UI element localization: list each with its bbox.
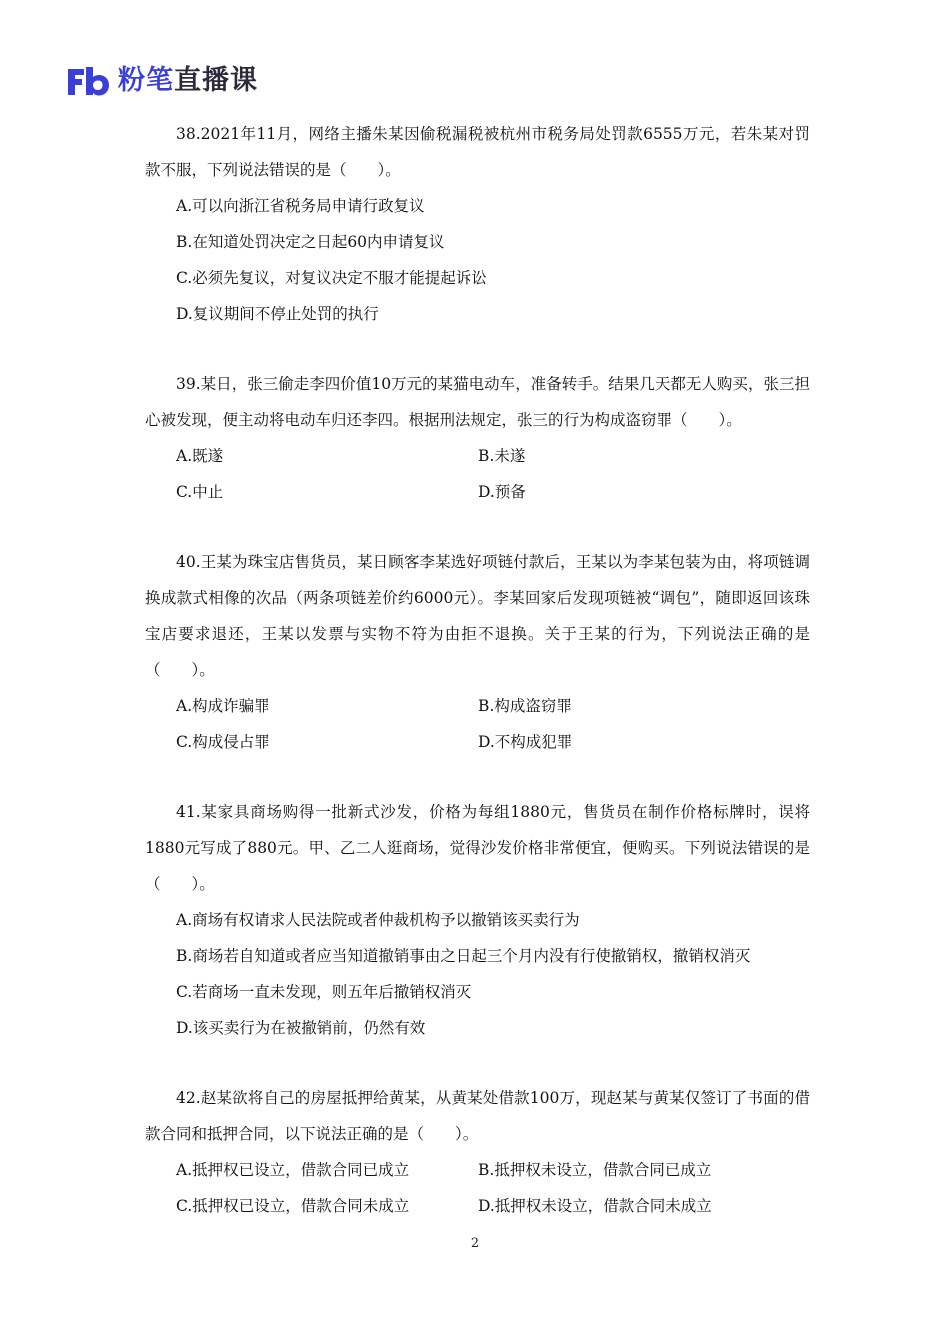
question-stem: 38.2021年11月，网络主播朱某因偷税漏税被杭州市税务局处罚款6555万元，若朱某对罚款不服，下列说法错误的是（ ）。 <box>145 125 810 179</box>
brand-main: 粉笔 <box>118 65 174 96</box>
question-42 <box>145 1080 810 1224</box>
option-c: C.抵押权已设立，借款合同未成立 <box>176 1197 410 1215</box>
option-d: D.抵押权未设立，借款合同未成立 <box>478 1197 712 1215</box>
option-b: B.抵押权未设立，借款合同已成立 <box>478 1161 712 1179</box>
option-a: A.抵押权已设立，借款合同已成立 <box>176 1161 410 1179</box>
question-39 <box>145 366 810 510</box>
option-d: D.预备 <box>478 483 526 501</box>
option-c: C.必须先复议，对复议决定不服才能提起诉讼 <box>176 269 487 287</box>
option-b: B.商场若自知道或者应当知道撤销事由之日起三个月内没有行使撤销权，撤销权消灭 <box>176 947 751 965</box>
brand-logo <box>66 62 258 100</box>
page-number: 2 <box>470 1236 480 1251</box>
options-row <box>145 1188 810 1224</box>
option-a: A.既遂 <box>176 447 224 465</box>
option-b: B.未遂 <box>478 447 526 465</box>
option-d: D.该买卖行为在被撤销前，仍然有效 <box>176 1019 426 1037</box>
brand-name <box>118 63 258 99</box>
option-d: D.不构成犯罪 <box>478 733 573 751</box>
option-b: B.在知道处罚决定之日起60内申请复议 <box>176 233 445 251</box>
brand-suffix: 直播课 <box>174 65 258 96</box>
option-c: C.构成侵占罪 <box>176 733 270 751</box>
option-c: C.中止 <box>176 483 224 501</box>
question-stem: 39.某日，张三偷走李四价值10万元的某猫电动车，准备转手。结果几天都无人购买，张三担心被发现，便主动将电动车归还李四。根据刑法规定，张三的行为构成盗窃罪（ ）。 <box>145 375 810 429</box>
question-list <box>145 116 810 1258</box>
options-row <box>145 688 810 724</box>
fenbi-logo-icon <box>66 63 110 99</box>
option-a: A.构成诈骗罪 <box>176 697 270 715</box>
option-b: B.构成盗窃罪 <box>478 697 572 715</box>
question-stem: 40.王某为珠宝店售货员，某日顾客李某选好项链付款后，王某以为李某包装为由，将项链调换成款式相像的次品（两条项链差价约6000元）。李某回家后发现项链被“调包”，随即返回该珠宝店要求退还，王某以发票与实物不符为由拒不退换。关于王某的行为，下列说法正确的是（ ）。 <box>145 553 810 679</box>
question-38 <box>145 116 810 332</box>
option-d: D.复议期间不停止处罚的执行 <box>176 305 379 323</box>
option-a: A.商场有权请求人民法院或者仲裁机构予以撤销该买卖行为 <box>176 911 580 929</box>
question-stem: 41.某家具商场购得一批新式沙发，价格为每组1880元，售货员在制作价格标牌时，误将1880元写成了880元。甲、乙二人逛商场，觉得沙发价格非常便宜，便购买。下列说法错误的是（ ）。 <box>145 803 810 893</box>
option-c: C.若商场一直未发现，则五年后撤销权消灭 <box>176 983 472 1001</box>
option-a: A.可以向浙江省税务局申请行政复议 <box>176 197 425 215</box>
options-row <box>145 1152 810 1188</box>
question-41 <box>145 794 810 1046</box>
options-row <box>145 474 810 510</box>
question-stem: 42.赵某欲将自己的房屋抵押给黄某，从黄某处借款100万，现赵某与黄某仅签订了书面的借款合同和抵押合同，以下说法正确的是（ ）。 <box>145 1089 810 1143</box>
options-row <box>145 438 810 474</box>
options-row <box>145 724 810 760</box>
question-40 <box>145 544 810 760</box>
